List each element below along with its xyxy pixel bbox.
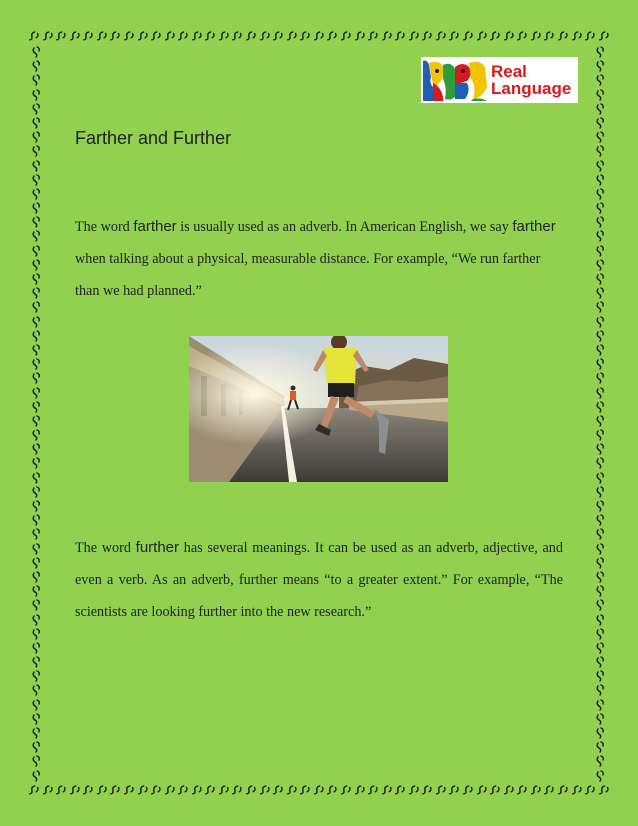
border-swirl-icon: [595, 344, 607, 356]
paragraph-farther: [75, 211, 563, 307]
border-swirl-icon: [595, 599, 607, 611]
border-swirl-icon: [476, 31, 488, 43]
border-swirl-icon: [598, 31, 610, 43]
border-right: [592, 46, 610, 782]
border-swirl-icon: [448, 31, 460, 43]
border-swirl-icon: [595, 387, 607, 399]
border-swirl-icon: [595, 628, 607, 640]
border-swirl-icon: [595, 316, 607, 328]
border-swirl-icon: [394, 785, 406, 797]
runners-photo: [189, 336, 448, 482]
border-swirl-icon: [595, 684, 607, 696]
border-swirl-icon: [595, 543, 607, 555]
border-swirl-icon: [595, 656, 607, 668]
page-title: Farther and Further: [75, 128, 232, 148]
border-swirl-icon: [595, 699, 607, 711]
border-swirl-icon: [31, 89, 43, 101]
border-swirl-icon: [31, 117, 43, 129]
border-swirl-icon: [595, 60, 607, 72]
border-swirl-icon: [31, 202, 43, 214]
border-swirl-icon: [31, 514, 43, 526]
border-swirl-icon: [462, 785, 474, 797]
border-swirl-icon: [42, 785, 54, 797]
border-swirl-icon: [354, 31, 366, 43]
border-swirl-icon: [31, 287, 43, 299]
border-swirl-icon: [191, 785, 203, 797]
border-swirl-icon: [595, 585, 607, 597]
border-swirl-icon: [272, 785, 284, 797]
border-swirl-icon: [31, 656, 43, 668]
border-swirl-icon: [595, 472, 607, 484]
border-left: [28, 46, 46, 782]
border-swirl-icon: [69, 785, 81, 797]
border-swirl-icon: [543, 31, 555, 43]
border-swirl-icon: [31, 131, 43, 143]
border-swirl-icon: [557, 785, 569, 797]
border-swirl-icon: [408, 31, 420, 43]
border-swirl-icon: [31, 188, 43, 200]
border-swirl-icon: [462, 31, 474, 43]
border-swirl-icon: [595, 429, 607, 441]
border-swirl-icon: [595, 216, 607, 228]
logo-line-2: Language: [491, 79, 572, 98]
border-swirl-icon: [530, 31, 542, 43]
border-swirl-icon: [595, 557, 607, 569]
border-swirl-icon: [595, 117, 607, 129]
border-swirl-icon: [595, 713, 607, 725]
border-swirl-icon: [595, 301, 607, 313]
border-swirl-icon: [595, 230, 607, 242]
border-swirl-icon: [31, 500, 43, 512]
border-swirl-icon: [123, 785, 135, 797]
border-swirl-icon: [272, 31, 284, 43]
border-swirl-icon: [595, 528, 607, 540]
border-swirl-icon: [31, 614, 43, 626]
border-swirl-icon: [82, 31, 94, 43]
border-swirl-icon: [31, 727, 43, 739]
border-swirl-icon: [164, 31, 176, 43]
border-swirl-icon: [28, 31, 40, 43]
border-swirl-icon: [595, 174, 607, 186]
border-swirl-icon: [137, 31, 149, 43]
border-swirl-icon: [584, 31, 596, 43]
border-swirl-icon: [82, 785, 94, 797]
border-swirl-icon: [31, 273, 43, 285]
border-swirl-icon: [595, 401, 607, 413]
border-swirl-icon: [595, 741, 607, 753]
border-swirl-icon: [31, 387, 43, 399]
border-swirl-icon: [31, 741, 43, 753]
border-swirl-icon: [31, 372, 43, 384]
border-swirl-icon: [367, 785, 379, 797]
border-swirl-icon: [177, 31, 189, 43]
border-swirl-icon: [31, 216, 43, 228]
border-swirl-icon: [286, 31, 298, 43]
paragraph-text: is usually used as an adverb. In American English, we say: [176, 219, 513, 235]
border-swirl-icon: [31, 443, 43, 455]
border-swirl-icon: [31, 457, 43, 469]
border-swirl-icon: [28, 785, 40, 797]
border-swirl-icon: [489, 31, 501, 43]
border-swirl-icon: [543, 785, 555, 797]
border-top: [28, 28, 610, 46]
border-swirl-icon: [595, 74, 607, 86]
border-swirl-icon: [394, 31, 406, 43]
border-swirl-icon: [69, 31, 81, 43]
border-swirl-icon: [448, 785, 460, 797]
border-swirl-icon: [109, 31, 121, 43]
paragraph-text: has several meanings. It can be used as an adverb, adjective, and even a verb. As an adverb, further means “to a greater extent.” For example, “The scientists are looking further into the new research.”: [75, 540, 563, 620]
border-swirl-icon: [31, 301, 43, 313]
border-swirl-icon: [408, 785, 420, 797]
border-swirl-icon: [42, 31, 54, 43]
border-swirl-icon: [31, 415, 43, 427]
border-swirl-icon: [595, 131, 607, 143]
border-swirl-icon: [313, 785, 325, 797]
border-swirl-icon: [299, 785, 311, 797]
border-swirl-icon: [137, 785, 149, 797]
border-swirl-icon: [367, 31, 379, 43]
border-swirl-icon: [218, 785, 230, 797]
keyword-farther: farther: [133, 218, 177, 235]
logo-wordmark: [491, 63, 571, 97]
border-swirl-icon: [530, 785, 542, 797]
border-swirl-icon: [571, 31, 583, 43]
border-swirl-icon: [595, 145, 607, 157]
border-swirl-icon: [571, 785, 583, 797]
border-swirl-icon: [231, 31, 243, 43]
border-swirl-icon: [31, 103, 43, 115]
border-swirl-icon: [381, 31, 393, 43]
border-swirl-icon: [584, 785, 596, 797]
border-swirl-icon: [31, 429, 43, 441]
border-swirl-icon: [204, 785, 216, 797]
border-swirl-icon: [595, 202, 607, 214]
border-swirl-icon: [31, 770, 43, 782]
border-swirl-icon: [31, 259, 43, 271]
border-swirl-icon: [381, 785, 393, 797]
border-swirl-icon: [595, 372, 607, 384]
border-swirl-icon: [31, 585, 43, 597]
border-swirl-icon: [31, 528, 43, 540]
border-swirl-icon: [595, 160, 607, 172]
border-swirl-icon: [595, 245, 607, 257]
border-swirl-icon: [245, 785, 257, 797]
border-swirl-icon: [595, 443, 607, 455]
border-swirl-icon: [595, 571, 607, 583]
border-swirl-icon: [31, 699, 43, 711]
border-swirl-icon: [177, 785, 189, 797]
border-swirl-icon: [516, 31, 528, 43]
border-swirl-icon: [503, 785, 515, 797]
border-swirl-icon: [218, 31, 230, 43]
border-swirl-icon: [476, 785, 488, 797]
border-swirl-icon: [595, 273, 607, 285]
border-swirl-icon: [31, 245, 43, 257]
border-swirl-icon: [595, 486, 607, 498]
border-swirl-icon: [55, 785, 67, 797]
border-swirl-icon: [150, 31, 162, 43]
border-swirl-icon: [31, 174, 43, 186]
border-swirl-icon: [595, 727, 607, 739]
border-swirl-icon: [191, 31, 203, 43]
border-swirl-icon: [31, 330, 43, 342]
border-swirl-icon: [595, 330, 607, 342]
border-swirl-icon: [31, 557, 43, 569]
border-swirl-icon: [31, 60, 43, 72]
logo-line-1: Real: [491, 62, 527, 81]
border-swirl-icon: [595, 259, 607, 271]
border-swirl-icon: [421, 785, 433, 797]
border-swirl-icon: [31, 599, 43, 611]
border-swirl-icon: [557, 31, 569, 43]
border-swirl-icon: [598, 785, 610, 797]
border-swirl-icon: [595, 755, 607, 767]
border-swirl-icon: [326, 785, 338, 797]
border-swirl-icon: [31, 316, 43, 328]
border-swirl-icon: [150, 785, 162, 797]
border-swirl-icon: [31, 628, 43, 640]
border-swirl-icon: [123, 31, 135, 43]
border-swirl-icon: [31, 684, 43, 696]
border-swirl-icon: [231, 785, 243, 797]
border-swirl-icon: [31, 46, 43, 58]
border-swirl-icon: [595, 500, 607, 512]
border-swirl-icon: [313, 31, 325, 43]
border-swirl-icon: [595, 670, 607, 682]
border-swirl-icon: [595, 642, 607, 654]
border-swirl-icon: [31, 642, 43, 654]
border-swirl-icon: [31, 74, 43, 86]
border-swirl-icon: [595, 770, 607, 782]
real-language-logo: [421, 57, 578, 103]
keyword-further: further: [135, 539, 180, 556]
paragraph-text: when talking about a physical, measurable distance. For example, “We run farther than we had planned.”: [75, 251, 541, 299]
border-swirl-icon: [31, 713, 43, 725]
border-swirl-icon: [259, 31, 271, 43]
border-swirl-icon: [31, 472, 43, 484]
border-swirl-icon: [55, 31, 67, 43]
paragraph-text: The word: [75, 540, 136, 556]
border-swirl-icon: [31, 401, 43, 413]
border-swirl-icon: [340, 31, 352, 43]
border-swirl-icon: [340, 785, 352, 797]
border-swirl-icon: [326, 31, 338, 43]
border-swirl-icon: [109, 785, 121, 797]
border-swirl-icon: [421, 31, 433, 43]
border-swirl-icon: [31, 670, 43, 682]
border-swirl-icon: [595, 46, 607, 58]
border-swirl-icon: [31, 543, 43, 555]
border-swirl-icon: [595, 614, 607, 626]
border-swirl-icon: [31, 230, 43, 242]
border-swirl-icon: [595, 358, 607, 370]
border-swirl-icon: [286, 785, 298, 797]
border-swirl-icon: [516, 785, 528, 797]
border-swirl-icon: [595, 415, 607, 427]
border-swirl-icon: [435, 31, 447, 43]
border-swirl-icon: [259, 785, 271, 797]
border-swirl-icon: [31, 755, 43, 767]
border-swirl-icon: [595, 103, 607, 115]
border-swirl-icon: [489, 785, 501, 797]
border-swirl-icon: [96, 31, 108, 43]
border-swirl-icon: [354, 785, 366, 797]
border-swirl-icon: [245, 31, 257, 43]
border-swirl-icon: [595, 188, 607, 200]
border-swirl-icon: [31, 486, 43, 498]
border-swirl-icon: [595, 457, 607, 469]
border-swirl-icon: [299, 31, 311, 43]
border-swirl-icon: [595, 514, 607, 526]
border-swirl-icon: [164, 785, 176, 797]
border-swirl-icon: [96, 785, 108, 797]
logo-faces-icon: [421, 57, 489, 103]
paragraph-text: The word: [75, 219, 134, 235]
paragraph-further: [75, 532, 563, 628]
border-swirl-icon: [31, 145, 43, 157]
border-bottom: [28, 782, 610, 800]
border-swirl-icon: [435, 785, 447, 797]
border-swirl-icon: [31, 160, 43, 172]
border-swirl-icon: [595, 89, 607, 101]
border-swirl-icon: [31, 571, 43, 583]
border-swirl-icon: [31, 358, 43, 370]
border-swirl-icon: [31, 344, 43, 356]
keyword-farther: farther: [512, 218, 556, 235]
border-swirl-icon: [503, 31, 515, 43]
border-swirl-icon: [595, 287, 607, 299]
border-swirl-icon: [204, 31, 216, 43]
